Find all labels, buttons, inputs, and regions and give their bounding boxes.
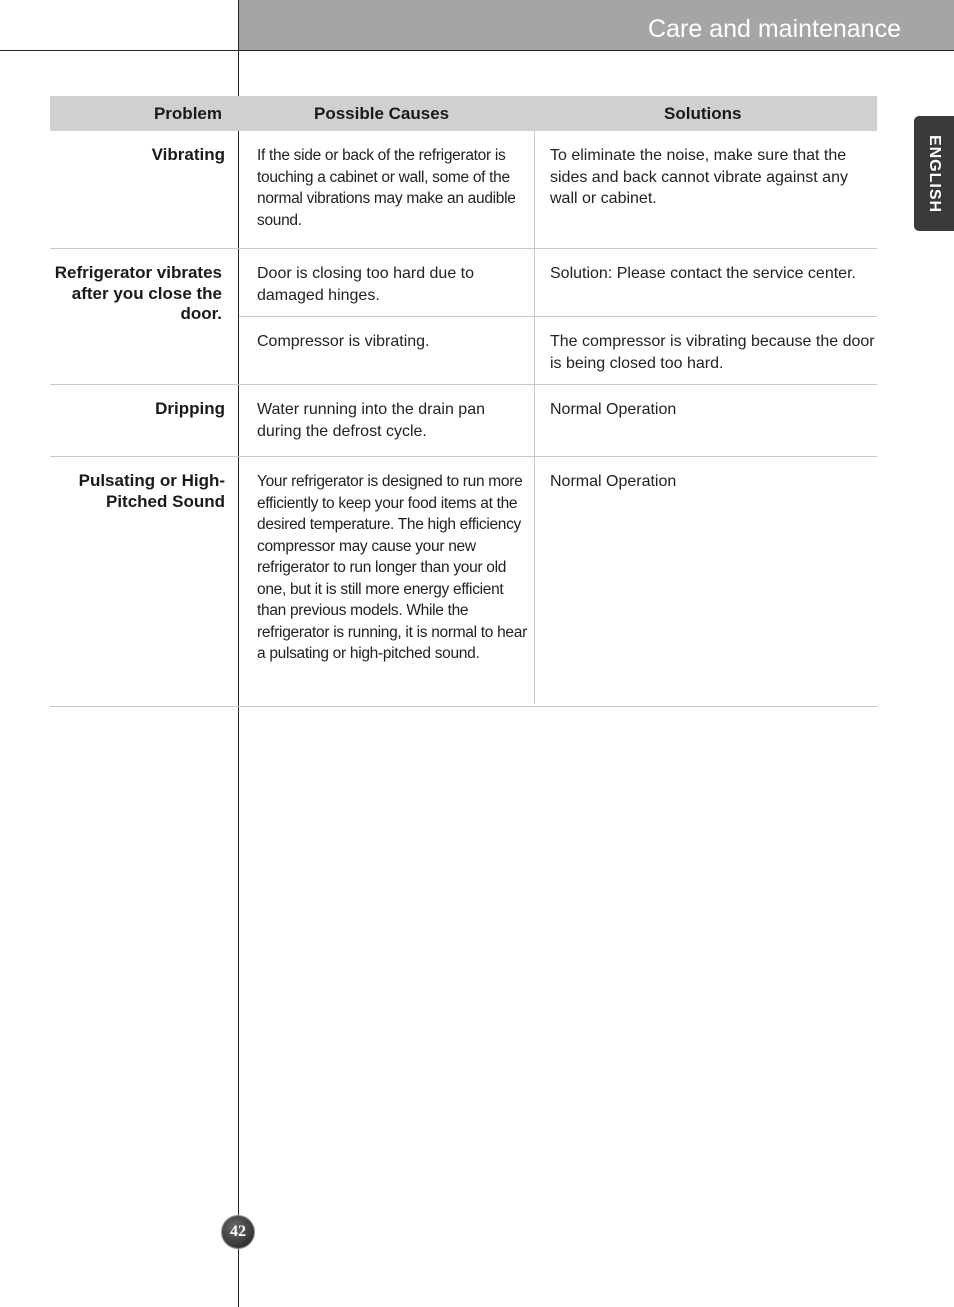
column-header-solutions: Solutions	[664, 104, 742, 123]
column-header-problem: Problem	[153, 104, 222, 123]
problem-label: Refrigerator vibrates after you close the door.	[54, 263, 222, 323]
solution-text: Normal Operation	[550, 401, 677, 418]
cause-text: Compressor is vibrating.	[257, 333, 430, 350]
table-row	[50, 457, 877, 707]
section-header	[239, 0, 954, 51]
language-tab	[914, 116, 954, 231]
table-header	[50, 96, 877, 131]
solution-text: Solution: Please contact the service center.	[550, 265, 856, 282]
solution-text: The compressor is vibrating because the door is being closed too hard.	[550, 333, 875, 372]
problem-label: Dripping	[155, 399, 225, 418]
column-divider	[534, 457, 535, 704]
language-tab-label: ENGLISH	[926, 134, 943, 213]
page-number-badge: 42	[222, 1216, 254, 1248]
table-row	[50, 249, 877, 385]
top-left-rule	[0, 50, 238, 51]
column-divider	[534, 385, 535, 456]
solution-text: To eliminate the noise, make sure that the sides and back cannot vibrate against any wall or cabinet.	[550, 147, 848, 207]
problem-label: Vibrating	[151, 145, 225, 164]
cause-text: Your refrigerator is designed to run more efficiently to keep your food items at the desired temperature. The high efficiency compressor may cause your new refrigerator to run longer than your old one, but it is still more energy efficient than previous models. While the refrigerator is running, it is normal to hear a pulsating or high-pitched sound.	[257, 473, 527, 662]
cause-text: If the side or back of the refrigerator is touching a cabinet or wall, some of the normal vibrations may make an audible sound.	[257, 147, 516, 229]
troubleshooting-table	[50, 96, 877, 707]
column-header-causes: Possible Causes	[314, 104, 450, 123]
column-divider	[534, 249, 535, 384]
cause-cell	[257, 385, 534, 456]
cause-cell	[257, 457, 534, 706]
section-title: Care and maintenance	[648, 15, 901, 43]
cause-cell	[257, 131, 534, 248]
table-row	[50, 385, 877, 457]
table-row	[50, 131, 877, 249]
solution-text: Normal Operation	[550, 473, 677, 490]
cause-text: Door is closing too hard due to damaged hinges.	[257, 265, 475, 304]
column-divider	[534, 131, 535, 248]
cause-text: Water running into the drain pan during the defrost cycle.	[257, 401, 485, 440]
problem-label: Pulsating or High-Pitched Sound	[78, 471, 225, 511]
